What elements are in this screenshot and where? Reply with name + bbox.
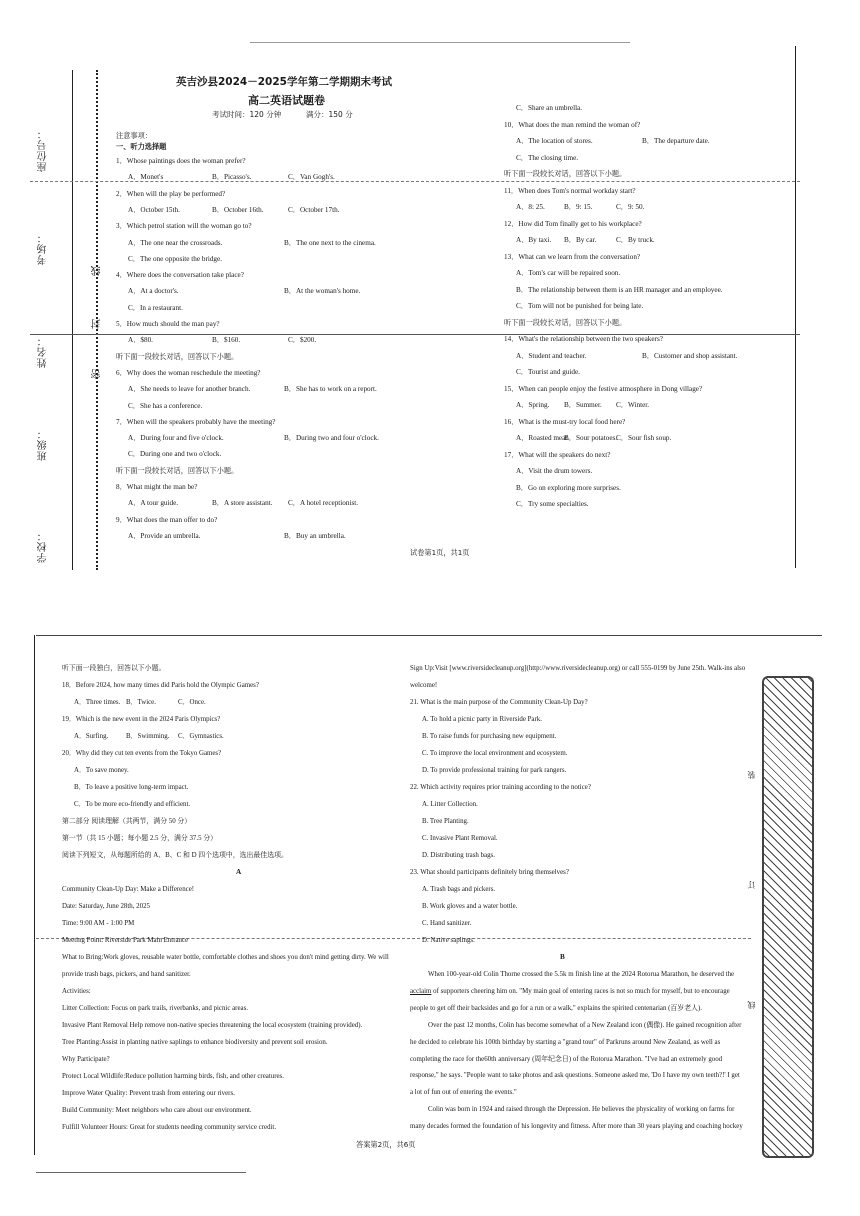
fold-line-2 — [30, 334, 800, 335]
answer-option: B．Go on exploring more surprises. — [516, 483, 621, 492]
exam-title: 英吉沙县2024－2025学年第二学期期末考试 — [176, 76, 392, 88]
answer-option: A．Monet's — [128, 173, 164, 182]
question-line: What to Bring:Work gloves, reusable water bottle, comfortable clothes and shoes you don't mind getting dirty. We will — [62, 954, 389, 961]
passage-line: he decided to celebrate his 100th birthday by starting a "grand tour" of Parkruns around New Zealand, as well as — [410, 1038, 721, 1046]
notes-heading: 注意事项： — [116, 131, 152, 140]
answer-option: B．She has to work on a report. — [284, 385, 377, 394]
binding-stamp-pattern — [762, 676, 814, 1158]
answer-option: A．Tom's car will be repaired soon. — [516, 269, 621, 277]
answer-option: B．The relationship between them is an HR manager and an employee. — [516, 285, 723, 294]
answer-option: B．By car. — [564, 236, 597, 244]
answer-option: A．Visit the drum towers. — [516, 467, 593, 475]
answer-option: C．Tom will not be punished for being late. — [516, 302, 644, 310]
answer-option: A．Provide an umbrella. — [128, 531, 201, 540]
answer-option: B．Twice. — [126, 699, 156, 706]
side-label-seat: 座位号： — [38, 128, 49, 172]
answer-option: C. Hand sanitizer. — [422, 920, 472, 927]
passage-line: a lot of fun out of entering the events." — [410, 1089, 517, 1097]
answer-option: B．The one next to the cinema. — [284, 238, 376, 247]
answer-option: C．Try some specialties. — [516, 500, 589, 508]
answer-option: B. Work gloves and a water bottle. — [422, 903, 518, 910]
top-rule — [250, 42, 630, 43]
passage-line: response," he says. "People want to take photos and ask questions. Someone asked me, 'Do I have my own teeth?!' I get — [410, 1072, 740, 1080]
underlined-word: acclaim — [410, 987, 432, 995]
answer-option: C．The one opposite the bridge. — [128, 254, 223, 263]
passage-line: acclaim of supporters cheering him on. "My main goal of entering races is not so much for myself, but to encourage — [410, 987, 730, 995]
stamp-char-xian: 线 — [747, 1000, 756, 1009]
stamp-char-zhuang: 装 — [747, 770, 756, 779]
question-line: 8．What might the man be? — [116, 483, 198, 491]
answer-option: A．Student and teacher. — [516, 351, 587, 360]
question-line: 16．What is the must-try local food here? — [504, 417, 626, 426]
answer-option: A．October 15th. — [128, 205, 180, 214]
answer-option: B. To raise funds for purchasing new equipment. — [422, 733, 557, 740]
question-line: 听下面一段较长对话，回答以下小题。 — [116, 466, 239, 475]
question-line: 3．Which petrol station will the woman go to? — [116, 222, 252, 231]
passage-line: Over the past 12 months, Colin has become somewhat of a New Zealand icon (偶像). He gained recognition after — [428, 1021, 742, 1029]
answer-option: D. Distributing trash bags. — [422, 852, 495, 859]
question-line: 22. Which activity requires prior training according to the notice? — [410, 784, 591, 791]
question-line: 17．What will the speakers do next? — [504, 450, 611, 459]
sheet1-footer: 试卷第1页，共1页 — [410, 548, 470, 557]
question-line: Activities: — [62, 988, 91, 995]
passage-line: Colin was born in 1924 and raised through the Depression. He believes the physicality of working on farms for — [428, 1106, 735, 1114]
question-line: Sign Up:Visit [www.riversidecleanup.org](http://www.riversidecleanup.org) or call 555-0199 by June 25th. Walk-ins also — [410, 665, 746, 672]
question-line: 13．What can we learn from the conversation? — [504, 252, 641, 261]
question-line: Protect Local Wildlife:Reduce pollution harming birds, fish, and other creatures. — [62, 1073, 284, 1080]
answer-option: B．Picasso's. — [212, 173, 252, 182]
answer-option: C．Winter. — [616, 401, 650, 409]
passage-label: A — [236, 868, 242, 876]
sheet2-left-edge — [34, 635, 35, 1155]
passage-line: people to get off their backsides and go for a run or a walk," explains the spirited centenarian (百岁老人). — [410, 1004, 703, 1012]
side-label-class: 班级： — [38, 428, 49, 461]
answer-option: B．October 16th. — [212, 205, 264, 214]
answer-option: B．A store assistant. — [212, 499, 273, 508]
sheet2-footer: 答案第2页，共6页 — [356, 1140, 416, 1149]
question-line: 5．How much should the man pay? — [116, 320, 220, 328]
answer-option: C. Invasive Plant Removal. — [422, 835, 498, 842]
question-line: Time: 9:00 AM - 1:00 PM — [62, 920, 135, 927]
passage-line: many decades formed the foundation of his longevity and fitness. After more than 30 years playing and coaching hockey — [410, 1123, 743, 1131]
exam-time: 考试时间：120 分钟 — [212, 110, 282, 119]
stamp-char-ding: 订 — [747, 880, 756, 889]
question-line: 14．What's the relationship between the two speakers? — [504, 335, 663, 343]
question-line: 听下面一段较长对话，回答以下小题。 — [504, 170, 627, 178]
question-line: Fulfill Volunteer Hours: Great for students needing community service credit. — [62, 1124, 277, 1131]
question-line: 听下面一段较长对话，回答以下小题。 — [116, 352, 239, 361]
question-line: 21. What is the main purpose of the Community Clean-Up Day? — [410, 699, 588, 706]
question-line: provide trash bags, pickers, and hand sanitizer. — [62, 971, 191, 978]
side-label-school: 学校： — [38, 530, 49, 563]
answer-option: C．To be more eco-friendly and efficient. — [74, 801, 191, 808]
question-line: 12．How did Tom finally get to his workplace? — [504, 219, 642, 228]
answer-option: A．Roasted meat. — [516, 434, 570, 442]
answer-option: C．9: 50. — [616, 203, 645, 211]
question-line: 6．Why does the woman reschedule the meeting? — [116, 368, 261, 377]
answer-option: B．During two and four o'clock. — [284, 434, 379, 443]
answer-option: C．By truck. — [616, 236, 655, 244]
answer-option: C．In a restaurant. — [128, 303, 183, 312]
answer-option: A．Three times. — [74, 699, 121, 706]
answer-option: A. To hold a picnic party in Riverside Park. — [422, 716, 542, 723]
question-line: Litter Collection: Focus on park trails, riverbanks, and picnic areas. — [62, 1005, 248, 1012]
question-line: 4．Where does the conversation take place? — [116, 271, 244, 280]
bottom-rule — [36, 1172, 246, 1173]
answer-option: B．To leave a positive long-term impact. — [74, 784, 189, 791]
side-label-room: 考场： — [38, 232, 49, 265]
binding-line — [72, 70, 73, 570]
answer-option: C．October 17th. — [288, 205, 340, 214]
question-line: 19．Which is the new event in the 2024 Paris Olympics? — [62, 716, 221, 723]
answer-option: C．During one and two o'clock. — [128, 450, 222, 459]
side-label-name: 姓名： — [38, 335, 49, 368]
answer-option: A．At a doctor's. — [128, 287, 179, 296]
question-line: 18．Before 2024, how many times did Paris hold the Olympic Games? — [62, 682, 259, 689]
question-line: Meeting Point: Riverside Park Main Entrance — [62, 937, 189, 944]
answer-option: B．Swimming. — [126, 733, 170, 740]
question-line: 第二部分 阅读理解（共两节，满分 50 分） — [62, 818, 192, 825]
answer-option: A．A tour guide. — [128, 499, 179, 508]
question-line: Community Clean-Up Day: Make a Difference! — [62, 886, 195, 893]
full-score: 满分：150 分 — [306, 110, 353, 119]
question-line: 11．When does Tom's normal workday start? — [504, 186, 636, 195]
answer-option: D. Native saplings. — [422, 937, 475, 944]
answer-option: A．Spring. — [516, 401, 550, 409]
side-label-feng: 封 — [92, 318, 103, 329]
answer-option: C．Once. — [178, 699, 206, 706]
question-line: 15．When can people enjoy the festive atmosphere in Dong village? — [504, 384, 703, 393]
sheet1-right-edge — [795, 46, 796, 568]
answer-option: C．Van Gogh's. — [288, 173, 335, 182]
passage-label: B — [560, 953, 565, 961]
answer-option: B．Buy an umbrella. — [284, 531, 346, 540]
sheet2-top-rule — [36, 635, 822, 636]
question-line: 1．Whose paintings does the woman prefer? — [116, 157, 246, 165]
section-heading: 一、听力选择题 — [116, 142, 167, 151]
answer-option: B．Sour potatoes. — [564, 434, 618, 442]
question-line: 20．Why did they cut ten events from the Tokyo Games? — [62, 750, 222, 757]
question-line: Why Participate? — [62, 1056, 110, 1063]
answer-option: A．The one near the crossroads. — [128, 238, 223, 247]
answer-option: D. To provide professional training for park rangers. — [422, 767, 567, 774]
answer-option: A．She needs to leave for another branch. — [128, 385, 251, 394]
question-line: Improve Water Quality: Prevent trash from entering our rivers. — [62, 1090, 235, 1097]
side-label-xian: 线 — [92, 265, 103, 276]
answer-option: C．Sour fish soup. — [616, 434, 672, 442]
answer-option: A．8: 25. — [516, 203, 545, 211]
question-line: 听下面一段较长对话，回答以下小题。 — [504, 318, 627, 327]
question-line: Tree Planting:Assist in planting native saplings to enhance biodiversity and prevent soil erosion. — [62, 1039, 328, 1046]
answer-option: A．The location of stores. — [516, 137, 593, 145]
passage-line: When 100-year-old Colin Thorne crossed the 5.5k m finish line at the 2024 Rotorua Marathon, he deserved the — [428, 971, 735, 978]
answer-option: B．The departure date. — [642, 137, 710, 145]
answer-option: B．9: 15. — [564, 203, 593, 211]
answer-option: C. To improve the local environment and ecosystem. — [422, 750, 568, 757]
answer-option: C．Share an umbrella. — [516, 104, 583, 112]
answer-option: C．$200. — [288, 336, 317, 345]
answer-option: A．By taxi. — [516, 236, 552, 244]
answer-option: A．Surfing. — [74, 733, 109, 740]
answer-option: B. Tree Planting. — [422, 818, 469, 825]
answer-option: B．$160. — [212, 336, 241, 345]
answer-option: A．$80. — [128, 336, 153, 345]
question-line: Invasive Plant Removal Help remove non-native species threatening the local ecosystem (training provided). — [62, 1022, 363, 1029]
question-line: 10．What does the man remind the woman of? — [504, 120, 641, 129]
paper-subtitle: 高二英语试题卷 — [248, 94, 325, 107]
question-line: welcome! — [410, 682, 438, 689]
question-line: 7．When will the speakers probably have the meeting? — [116, 417, 276, 426]
answer-option: B．At the woman's home. — [284, 287, 361, 296]
question-line: Date: Saturday, June 28th, 2025 — [62, 903, 150, 910]
answer-option: B．Customer and shop assistant. — [642, 351, 738, 360]
answer-option: C．She has a conference. — [128, 401, 203, 410]
answer-option: A. Trash bags and pickers. — [422, 886, 496, 893]
question-line: 23. What should participants definitely bring themselves? — [410, 869, 569, 876]
question-line: 2．When will the play be performed? — [116, 189, 226, 198]
question-line: Build Community: Meet neighbors who care about our environment. — [62, 1107, 252, 1114]
question-line: 阅读下列短文，从每题所给的 A、B、C 和 D 四个选项中，选出最佳选项。 — [62, 852, 288, 859]
question-line: 9．What does the man offer to do? — [116, 515, 218, 524]
side-label-mi: 密 — [92, 368, 103, 379]
answer-option: A．During four and five o'clock. — [128, 434, 224, 443]
answer-option: A．To save money. — [74, 767, 129, 774]
answer-option: B．Summer. — [564, 401, 602, 409]
question-line: 第一节（共 15 小题；每小题 2.5 分，满分 37.5 分） — [62, 835, 218, 842]
question-line: 听下面一段独白，回答以下小题。 — [62, 665, 166, 672]
passage-line: completing the race for the60th anniversary (周年纪念日) of the Rotorua Marathon. "I've had an extremely good — [410, 1055, 723, 1063]
answer-option: C．A hotel receptionist. — [288, 499, 359, 508]
answer-option: C．Tourist and guide. — [516, 368, 580, 376]
answer-option: C．The closing time. — [516, 153, 579, 162]
answer-option: A. Litter Collection. — [422, 801, 478, 808]
answer-option: C．Gymnastics. — [178, 733, 224, 740]
